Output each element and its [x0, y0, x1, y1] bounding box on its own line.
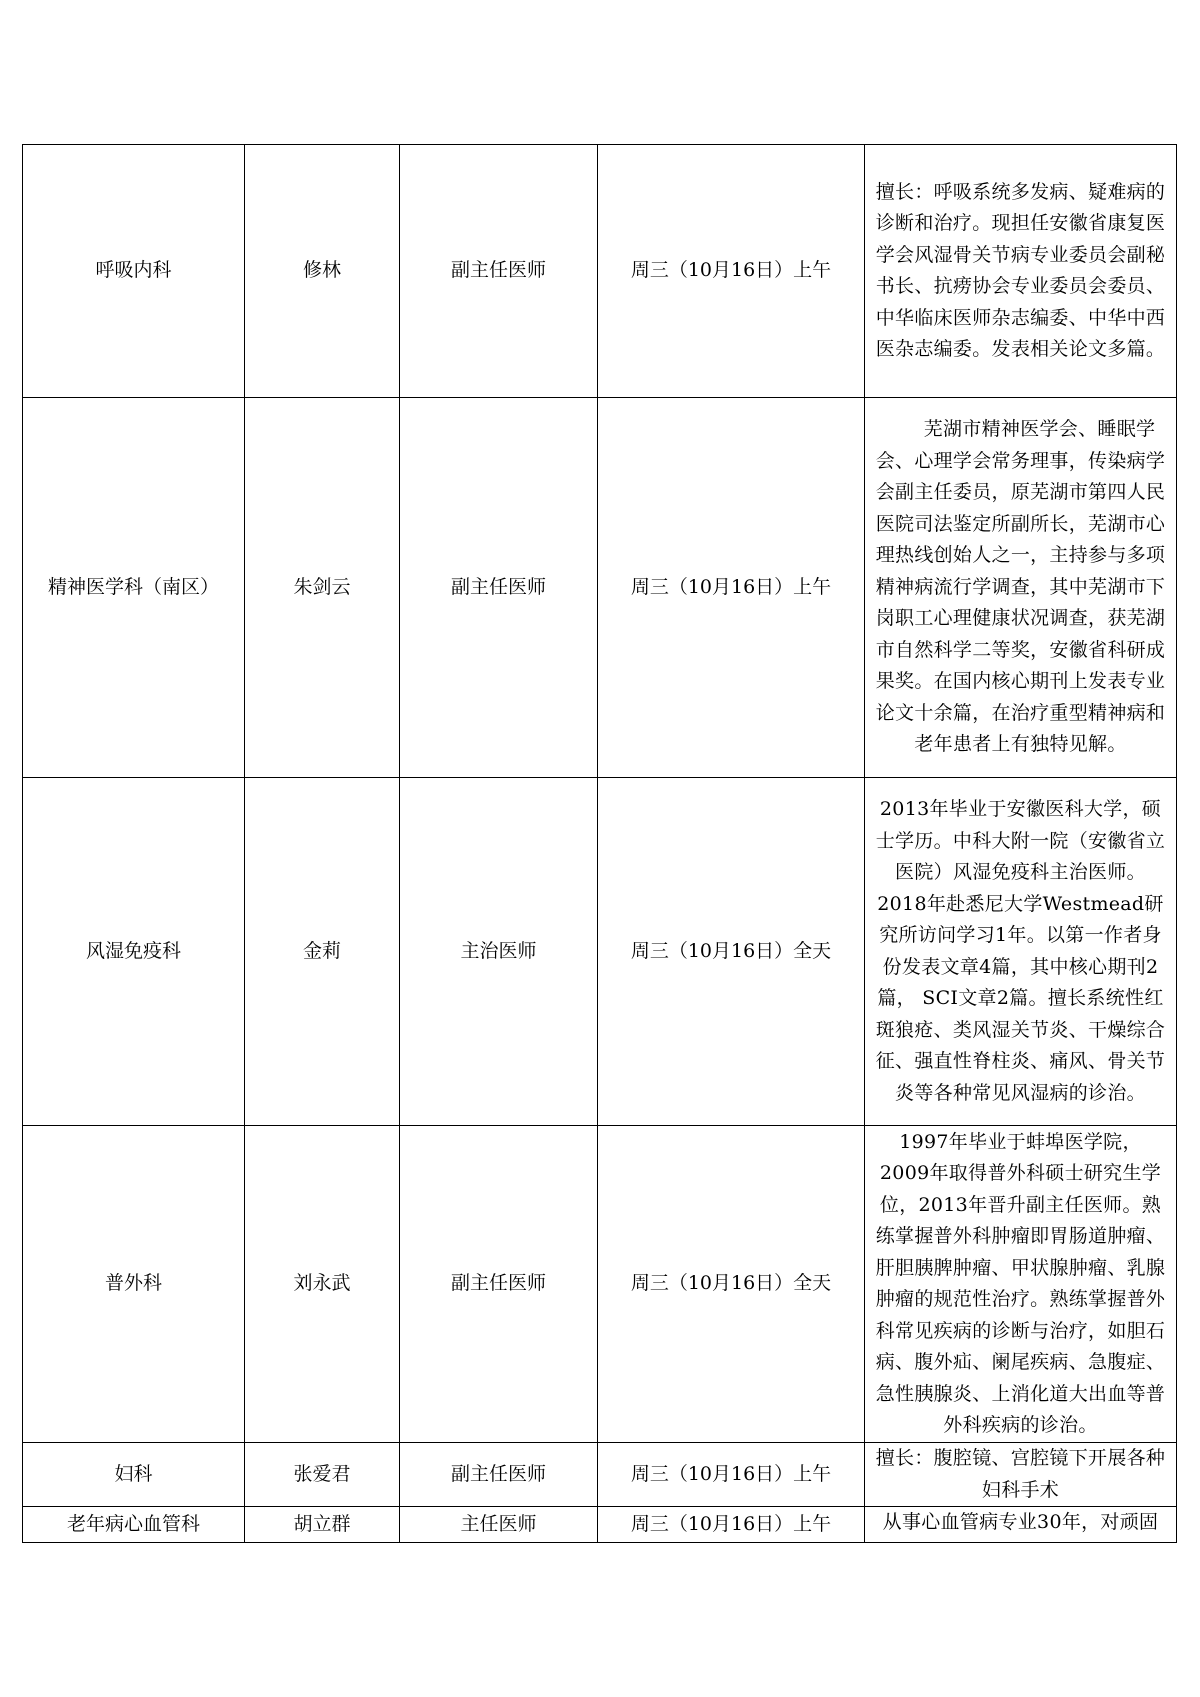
clinic-time-cell: 周三（10月16日）上午	[598, 1507, 865, 1543]
department-cell: 妇科	[23, 1443, 245, 1507]
clinic-time-cell: 周三（10月16日）全天	[598, 778, 865, 1126]
table-row	[23, 778, 1177, 1126]
doctor-title-cell: 副主任医师	[400, 145, 598, 398]
table-row	[23, 398, 1177, 778]
doctor-bio-cell: 擅长：腹腔镜、宫腔镜下开展各种妇科手术	[865, 1443, 1177, 1507]
department-cell: 普外科	[23, 1126, 245, 1443]
doctor-bio-cell: 芜湖市精神医学会、睡眠学会、心理学会常务理事，传染病学会副主任委员，原芜湖市第四人民医院司法鉴定所副所长，芜湖市心理热线创始人之一，主持参与多项精神病流行学调查，其中芜湖市下岗职工心理健康状况调查，获芜湖市自然科学二等奖，安徽省科研成果奖。在国内核心期刊上发表专业论文十余篇，在治疗重型精神病和老年患者上有独特见解。	[865, 398, 1177, 778]
doctor-name-cell: 胡立群	[245, 1507, 400, 1543]
doctor-bio-cell: 2013年毕业于安徽医科大学，硕士学历。中科大附一院（安徽省立医院）风湿免疫科主治医师。2018年赴悉尼大学Westmead研究所访问学习1年。以第一作者身份发表文章4篇，其中核心期刊2篇， SCI文章2篇。擅长系统性红斑狼疮、类风湿关节炎、干燥综合征、强直性脊柱炎、痛风、骨关节炎等各种常见风湿病的诊治。	[865, 778, 1177, 1126]
doctor-title-cell: 副主任医师	[400, 398, 598, 778]
clinic-time-cell: 周三（10月16日）全天	[598, 1126, 865, 1443]
department-cell: 精神医学科（南区）	[23, 398, 245, 778]
table-row	[23, 145, 1177, 398]
department-cell: 呼吸内科	[23, 145, 245, 398]
doctor-name-cell: 张爱君	[245, 1443, 400, 1507]
doctor-name-cell: 刘永武	[245, 1126, 400, 1443]
doctor-name-cell: 金莉	[245, 778, 400, 1126]
doctor-bio-cell: 1997年毕业于蚌埠医学院，2009年取得普外科硕士研究生学位，2013年晋升副主任医师。熟练掌握普外科肿瘤即胃肠道肿瘤、肝胆胰脾肿瘤、甲状腺肿瘤、乳腺肿瘤的规范性治疗。熟练掌握普外科常见疾病的诊断与治疗，如胆石病、腹外疝、阑尾疾病、急腹症、急性胰腺炎、上消化道大出血等普外科疾病的诊治。	[865, 1126, 1177, 1443]
doctor-title-cell: 副主任医师	[400, 1126, 598, 1443]
clinic-time-cell: 周三（10月16日）上午	[598, 1443, 865, 1507]
doctor-name-cell: 朱剑云	[245, 398, 400, 778]
doctor-title-cell: 副主任医师	[400, 1443, 598, 1507]
doctor-title-cell: 主任医师	[400, 1507, 598, 1543]
table-row	[23, 1126, 1177, 1443]
department-cell: 风湿免疫科	[23, 778, 245, 1126]
doctor-bio-cell: 从事心血管病专业30年，对顽固	[865, 1507, 1177, 1543]
doctor-name-cell: 修林	[245, 145, 400, 398]
table-row	[23, 1443, 1177, 1507]
table-row	[23, 1507, 1177, 1543]
clinic-time-cell: 周三（10月16日）上午	[598, 145, 865, 398]
doctor-bio-cell: 擅长：呼吸系统多发病、疑难病的诊断和治疗。现担任安徽省康复医学会风湿骨关节病专业委员会副秘书长、抗痨协会专业委员会委员、中华临床医师杂志编委、中华中西医杂志编委。发表相关论文多篇。	[865, 145, 1177, 398]
department-cell: 老年病心血管科	[23, 1507, 245, 1543]
clinic-time-cell: 周三（10月16日）上午	[598, 398, 865, 778]
expert-schedule-table	[22, 144, 1177, 1543]
doctor-title-cell: 主治医师	[400, 778, 598, 1126]
